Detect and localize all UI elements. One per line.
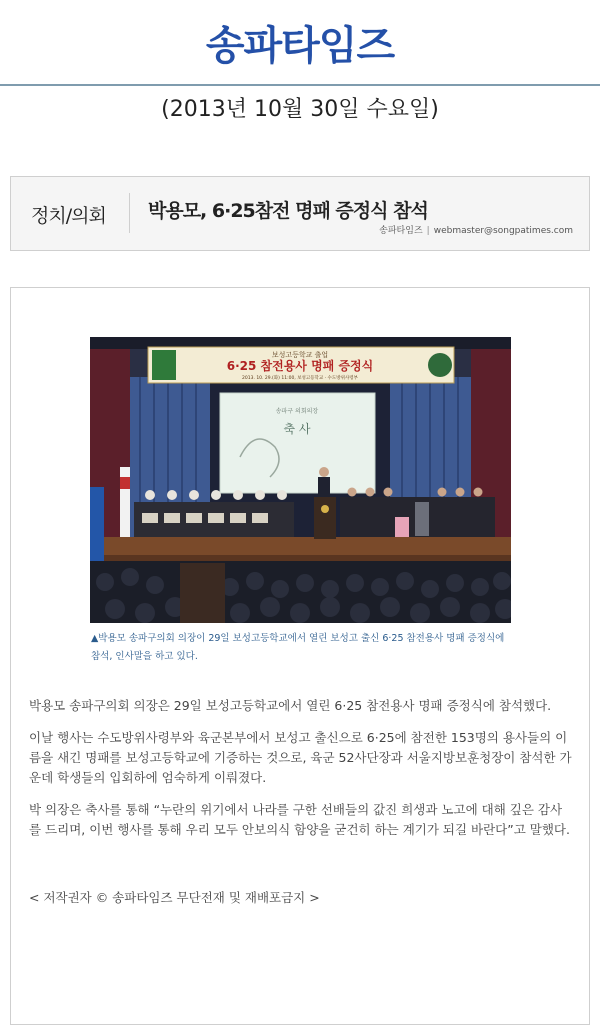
headline-box (10, 176, 590, 251)
banner-sub-text: 2013. 10. 29.(화) 11:00, 보성고등학교 · 수도방위사령부 (242, 376, 358, 381)
article-paragraph: 이날 행사는 수도방위사령부와 육군본부에서 보성고 출신으로 6·25에 참전한 153명의 용사들의 이름을 새긴 명패를 보성고등학교에 기증하는 것으로, 육군 52사단장과 서울지방보훈청장이 참석한 가운데 학생들의 입회하에 엄숙하게 이뤄졌다. (29, 730, 572, 785)
article-paragraph: 박 의장은 축사를 통해 “누란의 위기에서 나라를 구한 선배들의 값진 희생과 노고에 대해 깊은 감사를 드리며, 이번 행사를 통해 우리 모두 안보의식 함양을 굳건히 하는 계기가 되길 바란다”고 말했다. (29, 802, 570, 837)
site-logo[interactable]: 송파타임즈 (205, 23, 395, 69)
masthead-divider (0, 84, 600, 86)
byline-separator: | (426, 226, 430, 236)
byline (379, 223, 573, 236)
article-paragraph: 박용모 송파구의회 의장은 29일 보성고등학교에서 열린 6·25 참전용사 명패 증정식에 참석했다. (29, 698, 552, 713)
banner-top-text: 보성고등학교 출업 (271, 351, 329, 359)
photo-caption: ▲박용모 송파구의회 의장이 29일 보성고등학교에서 열린 보성고 출신 6·25 참전용사 명패 증정식에 참석, 인사말을 하고 있다. (91, 633, 505, 662)
section-label: 정치/의회 (31, 205, 106, 227)
byline-email[interactable]: webmaster@songpatimes.com (433, 226, 573, 236)
headline-divider (129, 193, 130, 233)
article-photo (90, 337, 511, 623)
screen-sub-text: 송파구 의회의장 (275, 408, 319, 415)
article-body-box (10, 287, 590, 1025)
masthead (0, 0, 600, 86)
article-title: 박용모, 6·25참전 명패 증정식 참석 (148, 200, 428, 222)
banner-main-text: 6·25 참전용사 명패 증정식 (226, 359, 374, 373)
screen-main-text: 축 사 (283, 422, 311, 436)
copyright-notice: < 저작권자 © 송파타임즈 무단전재 및 재배포금지 > (29, 890, 320, 905)
publication-date: (2013년 10월 30일 수요일) (161, 97, 439, 122)
article-text (29, 696, 574, 852)
byline-source: 송파타임즈 (379, 226, 423, 236)
